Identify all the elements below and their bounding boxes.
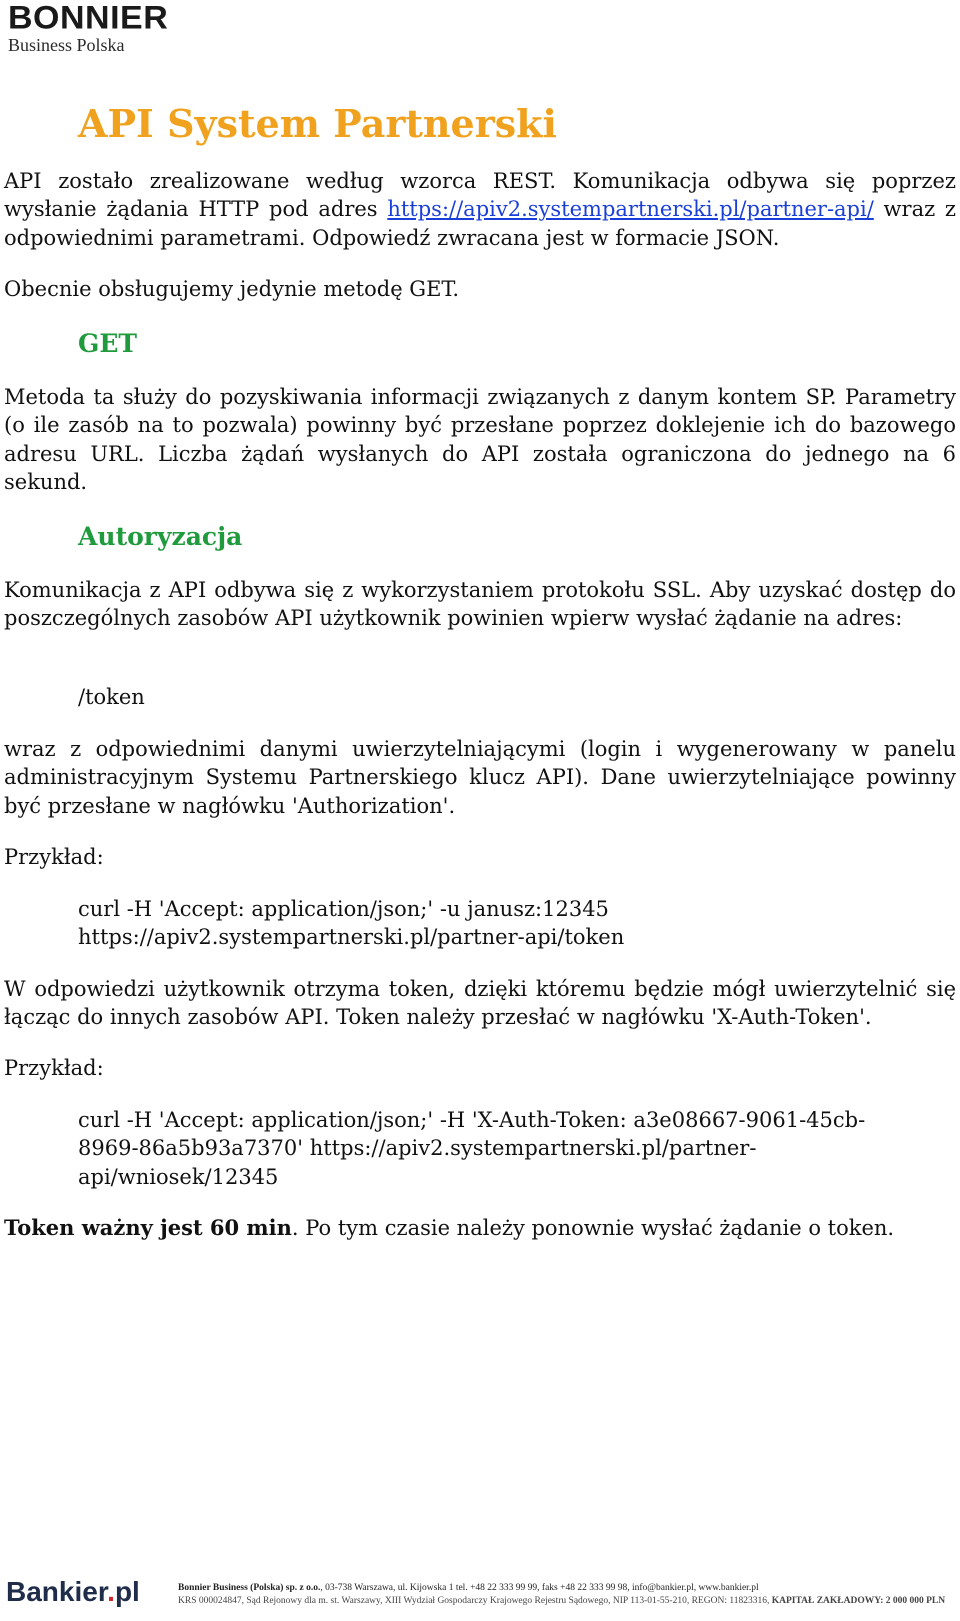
example-2-line-1: curl -H 'Accept: application/json;' -H 'X-Auth-Token: a3e08667-9061-45cb- <box>78 1108 866 1132</box>
intro-paragraph <box>4 167 956 252</box>
example-label-1: Przykład: <box>4 845 104 869</box>
page-title: API System Partnerski <box>78 101 557 146</box>
bankier-logo-text: Bankier <box>6 1576 108 1607</box>
example-1-code <box>78 895 938 952</box>
footer-company-info <box>178 1582 958 1608</box>
api-base-url-link[interactable]: https://apiv2.systempartnerski.pl/partner-api/ <box>387 197 874 222</box>
intro-text-1: API zostało zrealizowane według wzorca REST. Komunikacja odbywa się poprzez wysłanie żądania HTTP pod adres <box>4 169 956 222</box>
logo-subtitle: Business Polska <box>8 35 125 55</box>
example-2-line-3: api/wniosek/12345 <box>78 1164 279 1189</box>
example-1-line-1: curl -H 'Accept: application/json;' -u janusz:12345 <box>78 897 609 921</box>
example-1-line-2: https://apiv2.systempartnerski.pl/partner-api/token <box>78 925 625 950</box>
methods-note: Obecnie obsługujemy jedynie metodę GET. <box>4 277 460 301</box>
bonnier-logo <box>8 0 168 54</box>
bankier-logo <box>6 1572 140 1612</box>
footer-line-1 <box>178 1582 958 1595</box>
footer-line-2 <box>178 1595 958 1608</box>
example-label-2: Przykład: <box>4 1056 104 1080</box>
footer-registry: KRS 000024847, Sąd Rejonowy dla m. st. Warszawy, XIII Wydział Gospodarczy Krajowego Rejestru Sądowego, NIP 113-01-55-210, REGON: 11823316, <box>178 1596 772 1606</box>
example-2-line-2: 8969-86a5b93a7370' https://apiv2.systempartnerski.pl/partner- <box>78 1136 757 1161</box>
example-2-code <box>78 1106 938 1191</box>
token-validity-note <box>4 1214 956 1242</box>
get-heading: GET <box>78 329 138 358</box>
auth-heading: Autoryzacja <box>78 522 243 551</box>
auth-description: Komunikacja z API odbywa się z wykorzystaniem protokołu SSL. Aby uzyskać dostęp do poszczególnych zasobów API użytkownik powinien wpierw wysłać żądanie na adres: <box>4 578 956 631</box>
token-validity-bold: Token ważny jest 60 min <box>4 1215 292 1240</box>
footer-company-name: Bonnier Business (Polska) sp. z o.o. <box>178 1583 321 1593</box>
footer-company-contact: , 03-738 Warszawa, ul. Kijowska 1 tel. +48 22 333 99 99, faks +48 22 333 99 98, info@bankier.pl, www.bankier.pl <box>320 1583 759 1593</box>
get-description: Metoda ta służy do pozyskiwania informacji związanych z danym kontem SP. Parametry (o ile zasób na to pozwala) powinny być przesłane poprzez doklejenie ich do bazowego adresu URL. Liczba żądań wysłanych do API została ograniczona do jednego na 6 sekund. <box>4 385 956 495</box>
intro-text-2: wraz z odpowiednimi parametrami. Odpowiedź zwracana jest w formacie JSON. <box>4 197 956 250</box>
credentials-note: wraz z odpowiednimi danymi uwierzytelniającymi (login i wygenerowany w panelu administracyjnym Systemu Partnerskiego klucz API). Dane uwierzytelniające powinny być przesłane w nagłówku 'Authorization'. <box>4 737 956 818</box>
token-validity-rest: . Po tym czasie należy ponownie wysłać żądanie o token. <box>291 1216 895 1240</box>
logo-wordmark: BONNIER <box>8 0 169 37</box>
response-note: W odpowiedzi użytkownik otrzyma token, dzięki któremu będzie mógł uwierzytelnić się łącząc do innych zasobów API. Token należy przesłać w nagłówku 'X-Auth-Token'. <box>4 977 956 1030</box>
bankier-logo-dot: . <box>107 1576 115 1607</box>
footer-capital: KAPITAŁ ZAKŁADOWY: 2 000 000 PLN <box>771 1596 946 1606</box>
token-path: /token <box>78 685 145 709</box>
bankier-logo-suffix: pl <box>114 1576 140 1607</box>
